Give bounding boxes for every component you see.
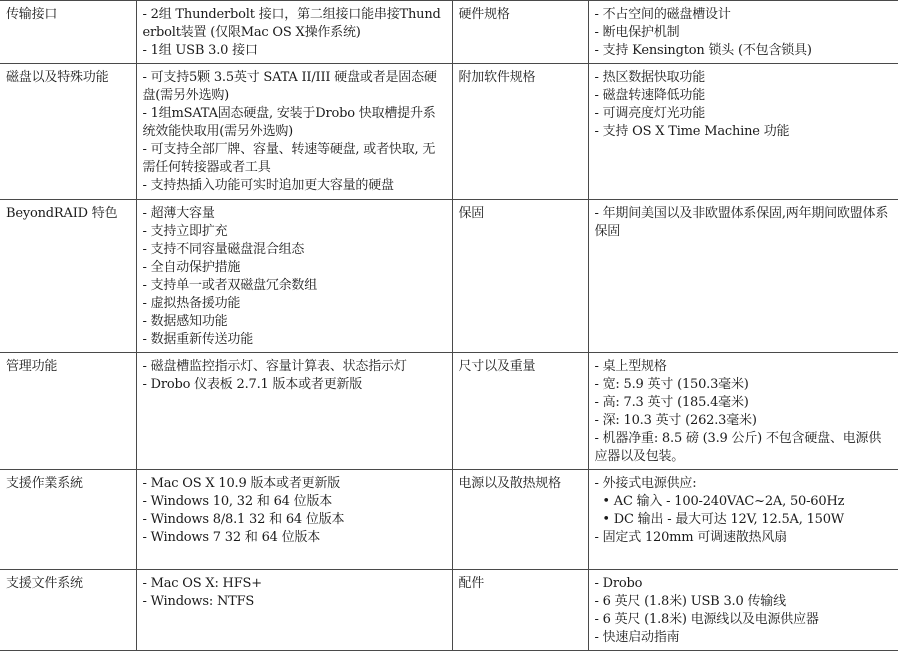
list-item: - Mac OS X: HFS+ <box>142 576 262 591</box>
row-label-supported-os: 支援作業系統 <box>0 470 136 570</box>
row-label-warranty: 保固 <box>452 200 588 353</box>
list-item: - 可支持全部厂牌、容量、转速等硬盘, 或者快取, 无需任何转接器或者工具 <box>142 142 436 175</box>
list-item: - Drobo 仪表板 2.7.1 版本或者更新版 <box>142 377 363 392</box>
list-item: - Mac OS X 10.9 版本或者更新版 <box>142 476 341 491</box>
row-label-power-cooling: 电源以及散热规格 <box>452 470 588 570</box>
list-item: - 机器净重: 8.5 磅 (3.9 公斤) 不包含硬盘、电源供应器以及包装。 <box>594 431 882 464</box>
list-item: - 桌上型规格 <box>594 359 667 374</box>
list-item: - 不占空间的磁盘槽设计 <box>594 7 731 22</box>
list-item: - 可调亮度灯光功能 <box>594 106 706 121</box>
list-item: - Drobo <box>594 576 643 591</box>
list-item: - 1组 USB 3.0 接口 <box>142 43 258 58</box>
list-item: - 支持热插入功能可实时追加更大容量的硬盘 <box>142 178 394 193</box>
list-item: - 支持 Kensington 锁头 (不包含锁具) <box>594 43 812 58</box>
list-item: - 外接式电源供应: <box>594 476 697 491</box>
list-item: - 断电保护机制 <box>594 25 680 40</box>
row-label-hardware-spec: 硬件规格 <box>452 1 588 64</box>
row-label-accessories: 配件 <box>452 570 588 651</box>
row-label-disk-features: 磁盘以及特殊功能 <box>0 64 136 200</box>
table-row <box>0 570 898 651</box>
list-item: - 6 英尺 (1.8米) 电源线以及电源供应器 <box>594 612 819 627</box>
list-item: - 支持不同容量磁盘混合组态 <box>142 242 305 257</box>
row-values-software-spec <box>588 64 898 200</box>
row-label-file-systems: 支援文件系统 <box>0 570 136 651</box>
list-item: - 6 英尺 (1.8米) USB 3.0 传输线 <box>594 594 786 609</box>
row-label-software-spec: 附加软件规格 <box>452 64 588 200</box>
table-row <box>0 200 898 353</box>
row-label-dimensions: 尺寸以及重量 <box>452 353 588 470</box>
list-item: - 固定式 120mm 可调速散热风扇 <box>594 530 787 545</box>
list-item: - Windows 10, 32 和 64 位版本 <box>142 494 333 509</box>
row-values-warranty <box>588 200 898 353</box>
row-values-dimensions <box>588 353 898 470</box>
row-label-management: 管理功能 <box>0 353 136 470</box>
list-item: - 1组mSATA固态硬盘, 安装于Drobo 快取槽提升系统效能快取用(需另外选购) <box>142 106 436 139</box>
row-values-beyondraid <box>136 200 452 353</box>
list-item: - Windows 7 32 和 64 位版本 <box>142 530 321 545</box>
row-values-hardware-spec <box>588 1 898 64</box>
row-values-supported-os <box>136 470 452 570</box>
list-item: - 全自动保护措施 <box>142 260 241 275</box>
list-item: - 深: 10.3 英寸 (262.3毫米) <box>594 413 757 428</box>
list-item: - 数据感知功能 <box>142 314 228 329</box>
table-row <box>0 1 898 64</box>
list-item: - 可支持5颗 3.5英寸 SATA II/III 硬盘或者是固态硬盘(需另外选购) <box>142 70 437 103</box>
table-row <box>0 353 898 470</box>
list-item: • DC 输出 - 最大可达 12V, 12.5A, 150W <box>594 512 844 527</box>
row-values-disk-features <box>136 64 452 200</box>
table-row <box>0 64 898 200</box>
list-item: - 虚拟热备援功能 <box>142 296 241 311</box>
list-item: - 2组 Thunderbolt 接口，第二组接口能串接Thunderbolt装置 (仅限Mac OS X操作系统) <box>142 7 441 40</box>
list-item: - 热区数据快取功能 <box>594 70 706 85</box>
list-item: - 支持单一或者双磁盘冗余数组 <box>142 278 318 293</box>
row-values-transfer-ports <box>136 1 452 64</box>
list-item: - 宽: 5.9 英寸 (150.3毫米) <box>594 377 749 392</box>
row-values-management <box>136 353 452 470</box>
row-values-accessories <box>588 570 898 651</box>
list-item: - 数据重新传送功能 <box>142 332 254 347</box>
list-item: - 磁盘槽监控指示灯、容量计算表、状态指示灯 <box>142 359 407 374</box>
list-item: - 磁盘转速降低功能 <box>594 88 706 103</box>
row-label-transfer-ports: 传输接口 <box>0 1 136 64</box>
list-item: - 年期间美国以及非欧盟体系保固,两年期间欧盟体系保固 <box>594 206 889 239</box>
list-item: - 支持立即扩充 <box>142 224 228 239</box>
table-row <box>0 470 898 570</box>
list-item: - 快速启动指南 <box>594 630 680 645</box>
row-values-power-cooling <box>588 470 898 570</box>
list-item: - Windows: NTFS <box>142 594 255 609</box>
list-item: - Windows 8/8.1 32 和 64 位版本 <box>142 512 345 527</box>
list-item: - 高: 7.3 英寸 (185.4毫米) <box>594 395 749 410</box>
row-values-file-systems <box>136 570 452 651</box>
list-item: - 支持 OS X Time Machine 功能 <box>594 124 790 139</box>
list-item: • AC 输入 - 100-240VAC~2A, 50-60Hz <box>594 494 845 509</box>
spec-table-body <box>0 1 898 651</box>
list-item: - 超薄大容量 <box>142 206 215 221</box>
row-label-beyondraid: BeyondRAID 特色 <box>0 200 136 353</box>
